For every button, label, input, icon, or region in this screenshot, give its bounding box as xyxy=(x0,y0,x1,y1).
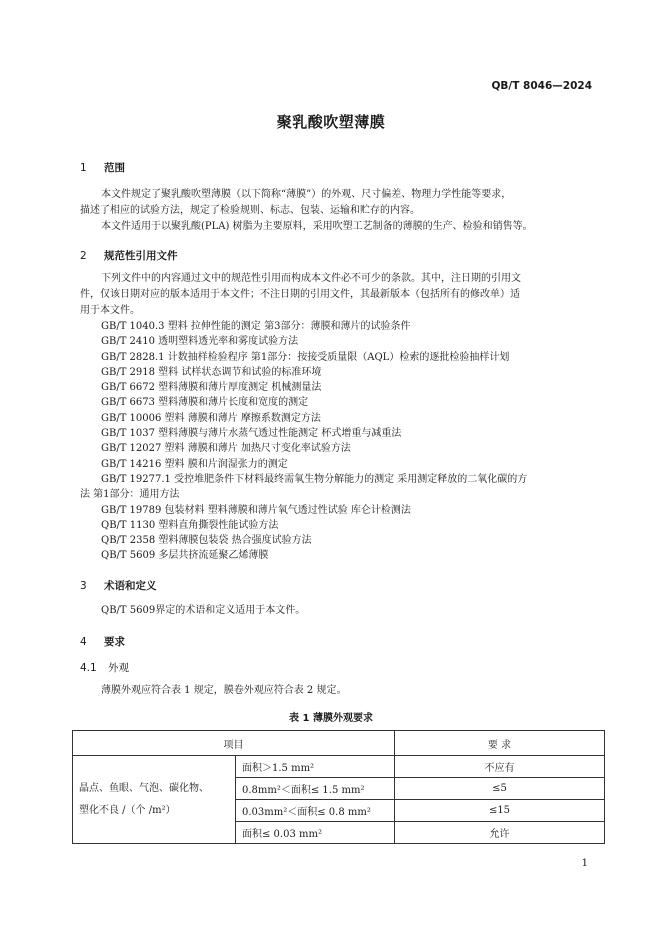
subsection-title: 外观 xyxy=(108,662,129,674)
scope-applicability: 本文件适用于以聚乳酸(PLA) 树脂为主要原料，采用吹塑工艺制备的薄膜的生产、检验和销售等。 xyxy=(101,221,533,232)
scope-line-2: 描述了相应的试验方法，规定了检验规则、标志、包装、运输和贮存的内容。 xyxy=(80,205,420,216)
reference-item: GB/T 2410 透明塑料透光率和雾度试验方法 xyxy=(101,336,299,348)
reference-item-continuation: 法 第1部分：通用方法 xyxy=(80,489,180,501)
subsection-number: 4.1 xyxy=(80,662,97,674)
defect-category-cell xyxy=(73,756,236,844)
normative-intro xyxy=(80,271,600,319)
section-number: 1 xyxy=(80,162,87,174)
reference-item: GB/T 10006 塑料 薄膜和薄片 摩擦系数测定方法 xyxy=(101,412,321,424)
section-number: 4 xyxy=(80,636,87,648)
table-header-row xyxy=(73,731,605,756)
reference-item: QB/T 5609 多层共挤流延聚乙烯薄膜 xyxy=(101,550,269,562)
intro-line-1: 下列文件中的内容通过文中的规范性引用而构成本文件必不可少的条款。其中，注日期的引用文 xyxy=(101,273,521,284)
section-number: 3 xyxy=(80,580,87,592)
defect-category-line-1: 晶点、鱼眼、气泡、碳化物、 xyxy=(79,782,209,794)
reference-item: GB/T 2828.1 计数抽样检验程序 第1部分：按接受质量限（AQL）检索的逐批检验抽样计划 xyxy=(101,351,510,363)
section-1-heading xyxy=(80,160,125,175)
scope-line-1: 本文件规定了聚乳酸吹塑薄膜（以下简称“薄膜”）的外观、尺寸偏差、物理力学性能等要求， xyxy=(101,189,512,200)
intro-line-2: 件，仅该日期对应的版本适用于本文件；不注日期的引用文件，其最新版本（包括所有的修改单）适 xyxy=(80,289,520,300)
reference-list xyxy=(80,319,600,564)
reference-item: GB/T 19789 包装材料 塑料薄膜和薄片氧气透过性试验 库仑计检测法 xyxy=(101,504,411,516)
section-title: 术语和定义 xyxy=(104,580,157,592)
subsection-4-1-heading xyxy=(80,660,129,675)
reference-item: GB/T 19277.1 受控堆肥条件下材料最终需氧生物分解能力的测定 采用测定释放的二氧化碳的方 xyxy=(101,473,528,485)
requirement-cell: ≤5 xyxy=(395,778,605,800)
section-4-heading xyxy=(80,634,125,649)
appearance-table xyxy=(72,730,605,844)
section-title: 要求 xyxy=(104,636,125,648)
area-condition-cell: 0.03mm²＜面积≤ 0.8 mm² xyxy=(236,800,395,822)
reference-item: GB/T 2918 塑料 试样状态调节和试验的标准环境 xyxy=(101,366,322,378)
reference-item: GB/T 6673 塑料薄膜和薄片长度和宽度的测定 xyxy=(101,397,309,409)
table-row xyxy=(73,756,605,778)
section-title: 范围 xyxy=(104,162,125,174)
appearance-text: 薄膜外观应符合表 1 规定，膜卷外观应符合表 2 规定。 xyxy=(101,685,347,696)
header-item: 项目 xyxy=(73,731,395,756)
area-condition-cell: 面积≤ 0.03 mm² xyxy=(236,822,395,844)
header-requirement: 要 求 xyxy=(395,731,605,756)
requirement-cell: 不应有 xyxy=(395,756,605,778)
area-condition-cell: 面积＞1.5 mm² xyxy=(236,756,395,778)
requirement-cell: ≤15 xyxy=(395,800,605,822)
reference-item: GB/T 14216 塑料 膜和片润湿张力的测定 xyxy=(101,458,288,470)
page-number: 1 xyxy=(581,858,588,869)
scope-paragraph xyxy=(80,187,600,235)
standard-code: QB/T 8046—2024 xyxy=(491,80,592,92)
intro-line-3: 用于本文件。 xyxy=(80,305,140,316)
reference-item: QB/T 2358 塑料薄膜包装袋 热合强度试验方法 xyxy=(101,535,312,547)
reference-item: GB/T 1040.3 塑料 拉伸性能的测定 第3部分：薄膜和薄片的试验条件 xyxy=(101,321,411,332)
reference-item: GB/T 1037 塑料薄膜与薄片水蒸气透过性能测定 杯式增重与减重法 xyxy=(101,428,402,440)
terms-paragraph xyxy=(80,603,600,619)
section-3-heading xyxy=(80,578,157,593)
table-caption: 表 1 薄膜外观要求 xyxy=(289,713,373,724)
area-condition-cell: 0.8mm²＜面积≤ 1.5 mm² xyxy=(236,778,395,800)
document-title: 聚乳酸吹塑薄膜 xyxy=(276,113,386,131)
appearance-paragraph xyxy=(80,683,600,699)
defect-category-line-2: 塑化不良 /（个 /m²） xyxy=(79,804,176,816)
requirement-cell: 允许 xyxy=(395,822,605,844)
reference-item: QB/T 1130 塑料直角撕裂性能试验方法 xyxy=(101,519,279,531)
section-number: 2 xyxy=(80,250,87,262)
reference-item: GB/T 6672 塑料薄膜和薄片厚度测定 机械测量法 xyxy=(101,382,322,394)
terms-text: QB/T 5609界定的术语和定义适用于本文件。 xyxy=(101,605,306,616)
reference-item: GB/T 12027 塑料 薄膜和薄片 加热尺寸变化率试验方法 xyxy=(101,443,351,455)
section-2-heading xyxy=(80,248,178,263)
section-title: 规范性引用文件 xyxy=(104,250,178,262)
